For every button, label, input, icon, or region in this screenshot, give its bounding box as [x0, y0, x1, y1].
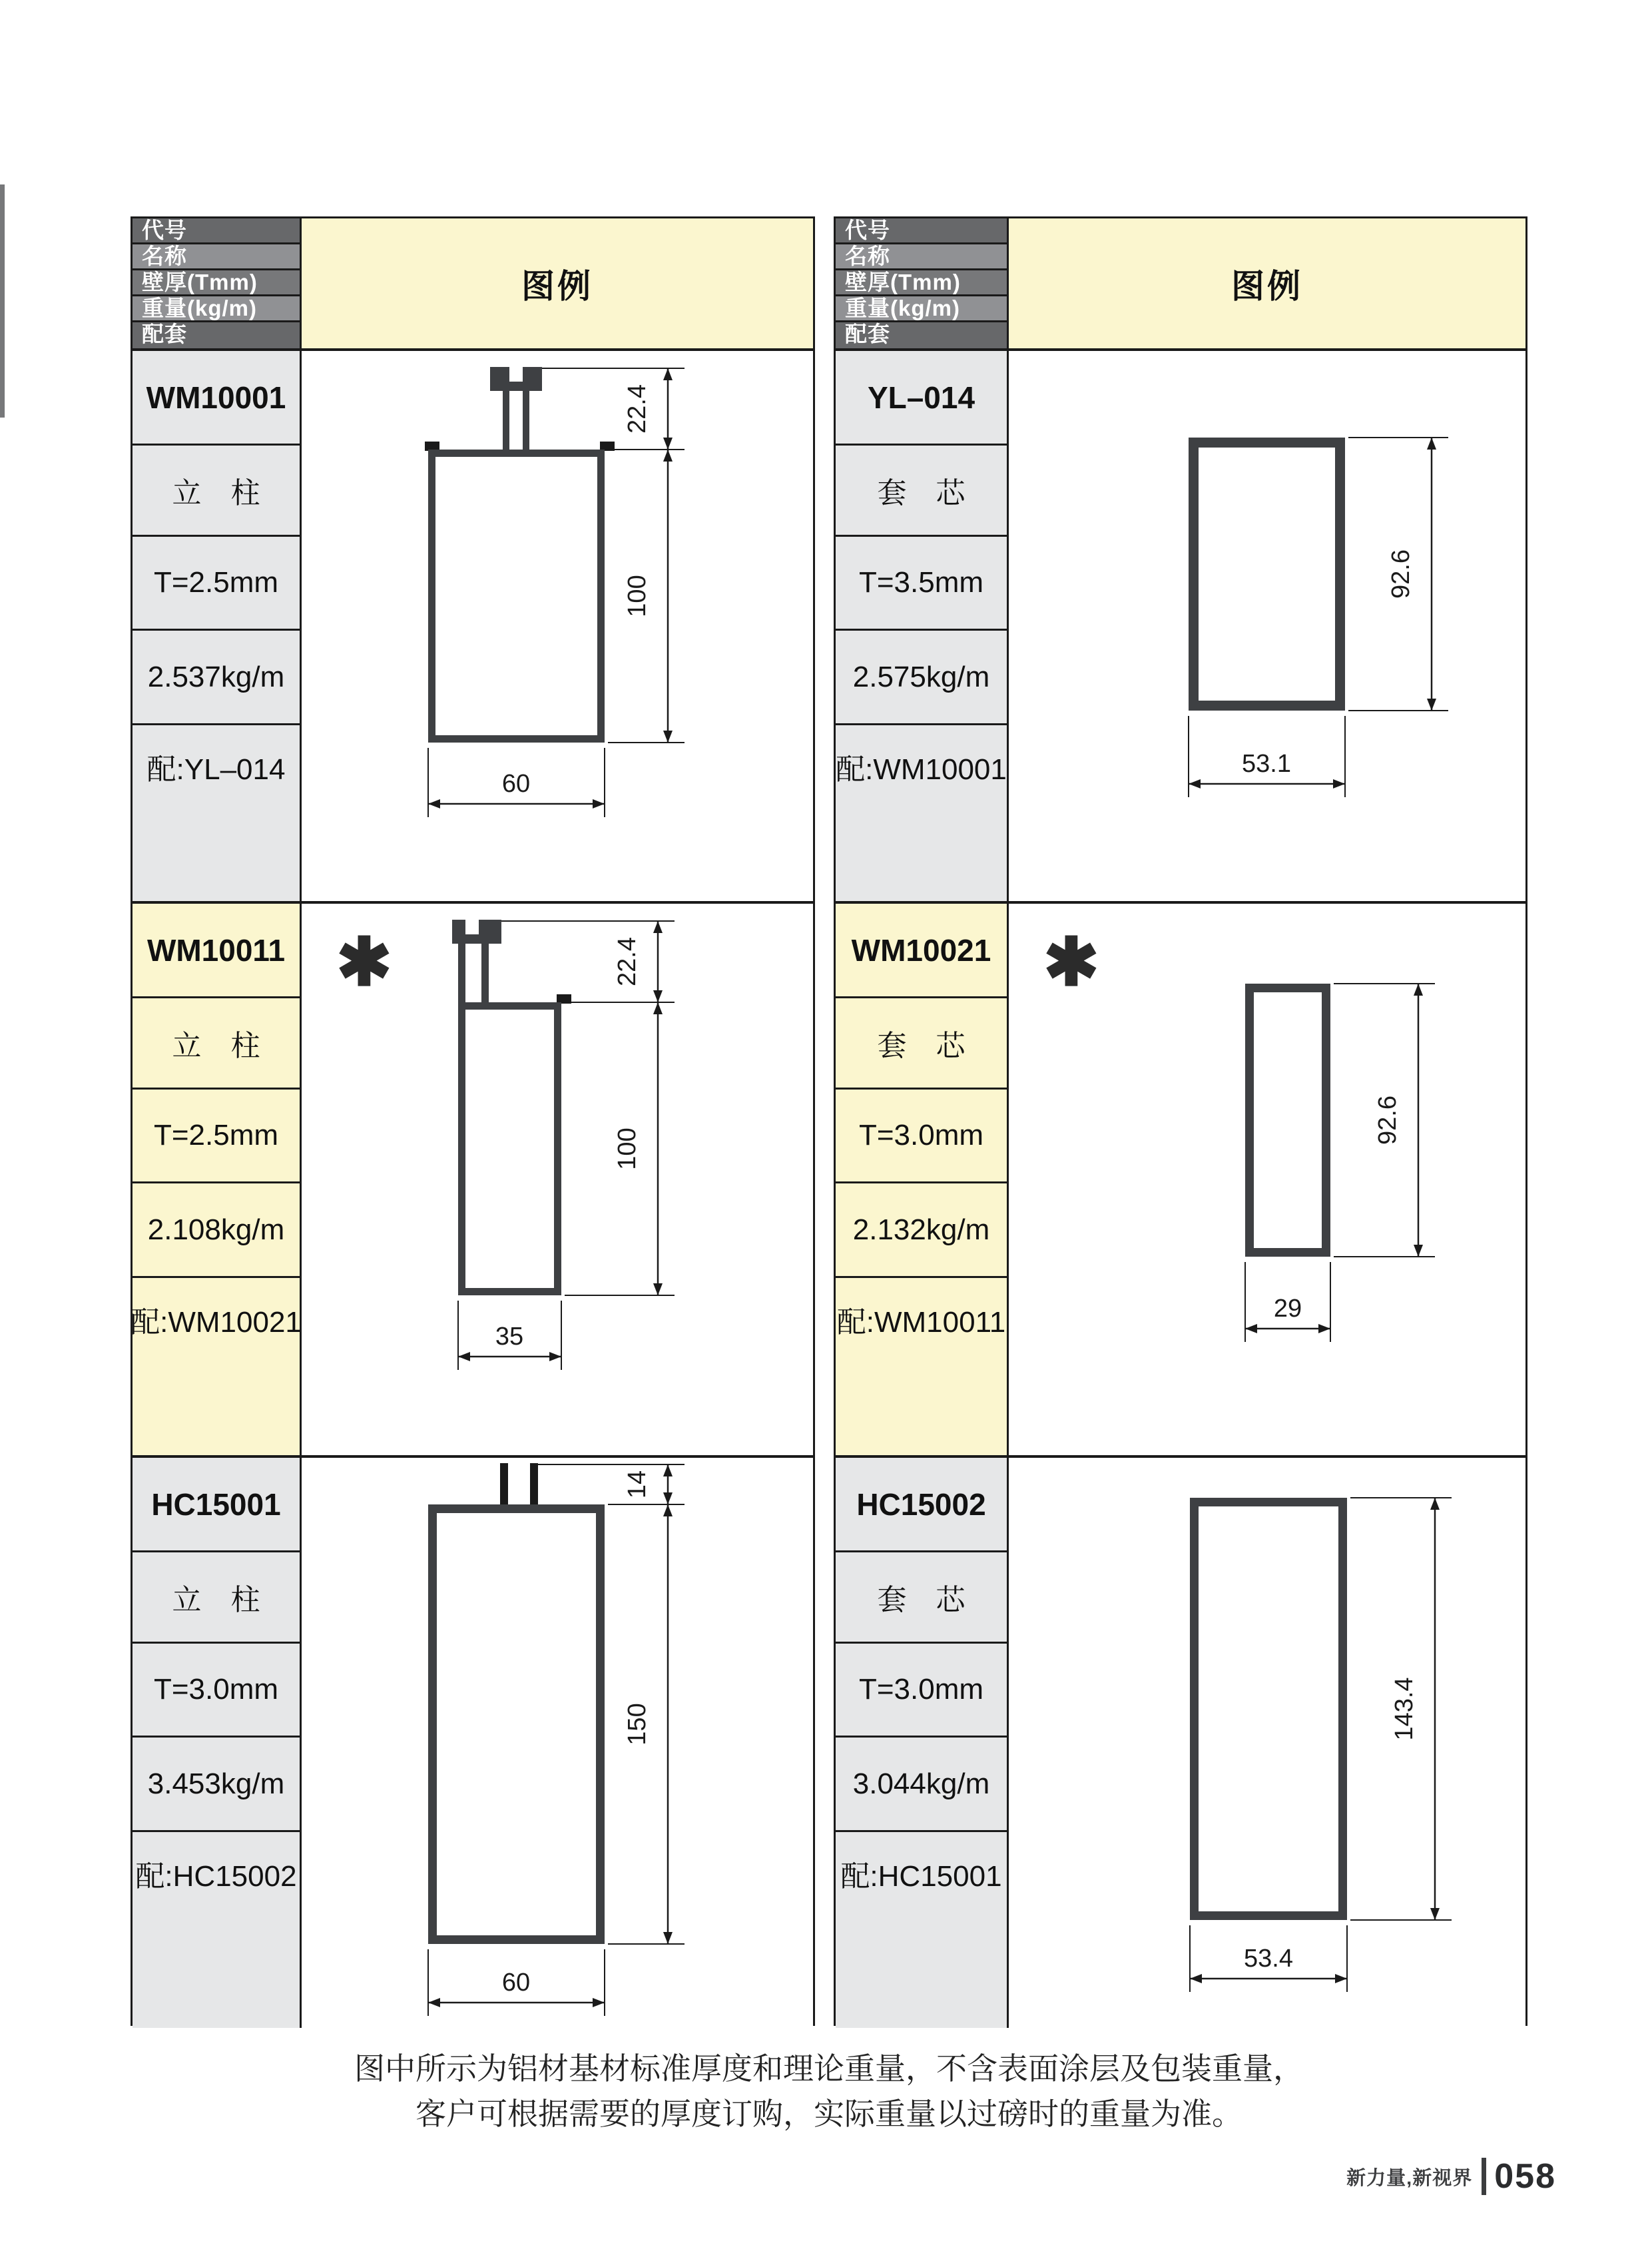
dimension-label: 29: [1273, 1295, 1302, 1323]
profile-block-wm10011: [133, 901, 813, 1455]
label-column: [133, 1458, 302, 2028]
profile-name: 套 芯: [836, 998, 1007, 1090]
profile-drawing-yl014: [1009, 351, 1525, 901]
asterisk-icon: ✱: [336, 925, 392, 1000]
profile-thickness: T=2.5mm: [133, 1090, 300, 1183]
asterisk-icon: ✱: [1043, 925, 1099, 1000]
profile-code: HC15002: [836, 1458, 1007, 1552]
dimension-label: 92.6: [1374, 1096, 1402, 1145]
label-column: [836, 1458, 1009, 2028]
profile-diagram: [1009, 351, 1525, 901]
header-row-name: 名称: [836, 244, 1007, 270]
profile-name: 立 柱: [133, 1552, 300, 1644]
profile-code: HC15001: [133, 1458, 300, 1552]
header-row-weight: 重量(kg/m): [133, 296, 300, 322]
footer-divider: [1482, 2158, 1486, 2195]
profile-diagram: [1009, 1458, 1525, 2028]
footer-slogan: 新力量,新视界: [1346, 2167, 1473, 2189]
profile-block-hc15001: [133, 1455, 813, 2028]
dimension-label: 22.4: [623, 384, 651, 434]
header-row-thickness: 壁厚(Tmm): [836, 270, 1007, 296]
dimension-label: 100: [613, 1127, 641, 1170]
profile-code: WM10021: [836, 904, 1007, 998]
profile-match: 配:WM10021: [131, 1306, 302, 1339]
dimension-label: 35: [495, 1323, 524, 1351]
header-row-code: 代号: [133, 218, 300, 244]
profile-drawing-hc15001: [302, 1458, 813, 2028]
profile-name: 立 柱: [133, 998, 300, 1090]
profile-match: 配:HC15001: [840, 1860, 1002, 1893]
legend-header: 图例: [302, 218, 813, 348]
profile-diagram: [302, 1458, 813, 2028]
footnote-line-2: 客户可根据需要的厚度订购，实际重量以过磅时的重量为准。: [415, 2096, 1242, 2131]
header-label-column: [133, 218, 302, 348]
dimension-label: 14: [623, 1470, 651, 1499]
profile-name: 立 柱: [133, 446, 300, 537]
dimension-label: 60: [501, 1969, 531, 1997]
profile-name: 套 芯: [836, 1552, 1007, 1644]
profile-name: 套 芯: [836, 446, 1007, 537]
dimension-label: 150: [623, 1703, 651, 1746]
label-column: [133, 904, 302, 1455]
profile-drawing-hc15002: [1009, 1458, 1525, 2028]
profile-thickness: T=3.0mm: [836, 1090, 1007, 1183]
table-header: [836, 218, 1525, 348]
label-column: [133, 351, 302, 901]
header-row-match: 配套: [133, 322, 300, 348]
table-header: [133, 218, 813, 348]
profile-thickness: T=3.0mm: [836, 1644, 1007, 1738]
profile-thickness: T=3.5mm: [836, 537, 1007, 631]
profile-match: 配:YL–014: [146, 753, 286, 786]
profile-weight: 2.537kg/m: [133, 631, 300, 725]
profile-thickness: T=2.5mm: [133, 537, 300, 631]
legend-header: 图例: [1009, 218, 1525, 348]
footnote-line-1: 图中所示为铝材基材标准厚度和理论重量，不含表面涂层及包装重量，: [354, 2051, 1304, 2086]
dimension-label: 60: [501, 770, 531, 798]
profile-block-yl014: [836, 348, 1525, 901]
header-row-thickness: 壁厚(Tmm): [133, 270, 300, 296]
profile-block-wm10021: [836, 901, 1525, 1455]
label-column: [836, 904, 1009, 1455]
profile-drawing-wm10001: [302, 351, 813, 901]
profile-weight: 3.453kg/m: [133, 1738, 300, 1832]
dimension-label: 100: [623, 575, 651, 617]
profile-block-hc15002: [836, 1455, 1525, 2028]
spec-table-right: [834, 216, 1527, 2026]
profile-weight: 3.044kg/m: [836, 1738, 1007, 1832]
spec-table-left: [131, 216, 815, 2026]
profile-diagram: [302, 904, 813, 1455]
header-label-column: [836, 218, 1009, 348]
profile-weight: 2.108kg/m: [133, 1183, 300, 1278]
label-column: [836, 351, 1009, 901]
profile-match: 配:HC15002: [135, 1860, 297, 1893]
profile-code: WM10011: [133, 904, 300, 998]
profile-diagram: [1009, 904, 1525, 1455]
profile-weight: 2.132kg/m: [836, 1183, 1007, 1278]
profile-code: YL–014: [836, 351, 1007, 446]
page-margin-tick: [0, 184, 5, 418]
profile-thickness: T=3.0mm: [133, 1644, 300, 1738]
profile-weight: 2.575kg/m: [836, 631, 1007, 725]
profile-match: 配:WM10011: [836, 1306, 1006, 1339]
dimension-label: 92.6: [1387, 549, 1415, 599]
footnote: [131, 2046, 1527, 2136]
dimension-label: 53.1: [1242, 750, 1291, 778]
dimension-label: 22.4: [613, 937, 641, 986]
profile-diagram: [302, 351, 813, 901]
header-row-match: 配套: [836, 322, 1007, 348]
header-row-weight: 重量(kg/m): [836, 296, 1007, 322]
profile-block-wm10001: [133, 348, 813, 901]
dimension-label: 143.4: [1390, 1677, 1418, 1741]
profile-code: WM10001: [133, 351, 300, 446]
header-row-name: 名称: [133, 244, 300, 270]
profile-match: 配:WM10001: [836, 753, 1007, 786]
header-row-code: 代号: [836, 218, 1007, 244]
page-footer: [1346, 2156, 1556, 2196]
page-number: 058: [1494, 2157, 1556, 2196]
dimension-label: 53.4: [1244, 1945, 1293, 1973]
